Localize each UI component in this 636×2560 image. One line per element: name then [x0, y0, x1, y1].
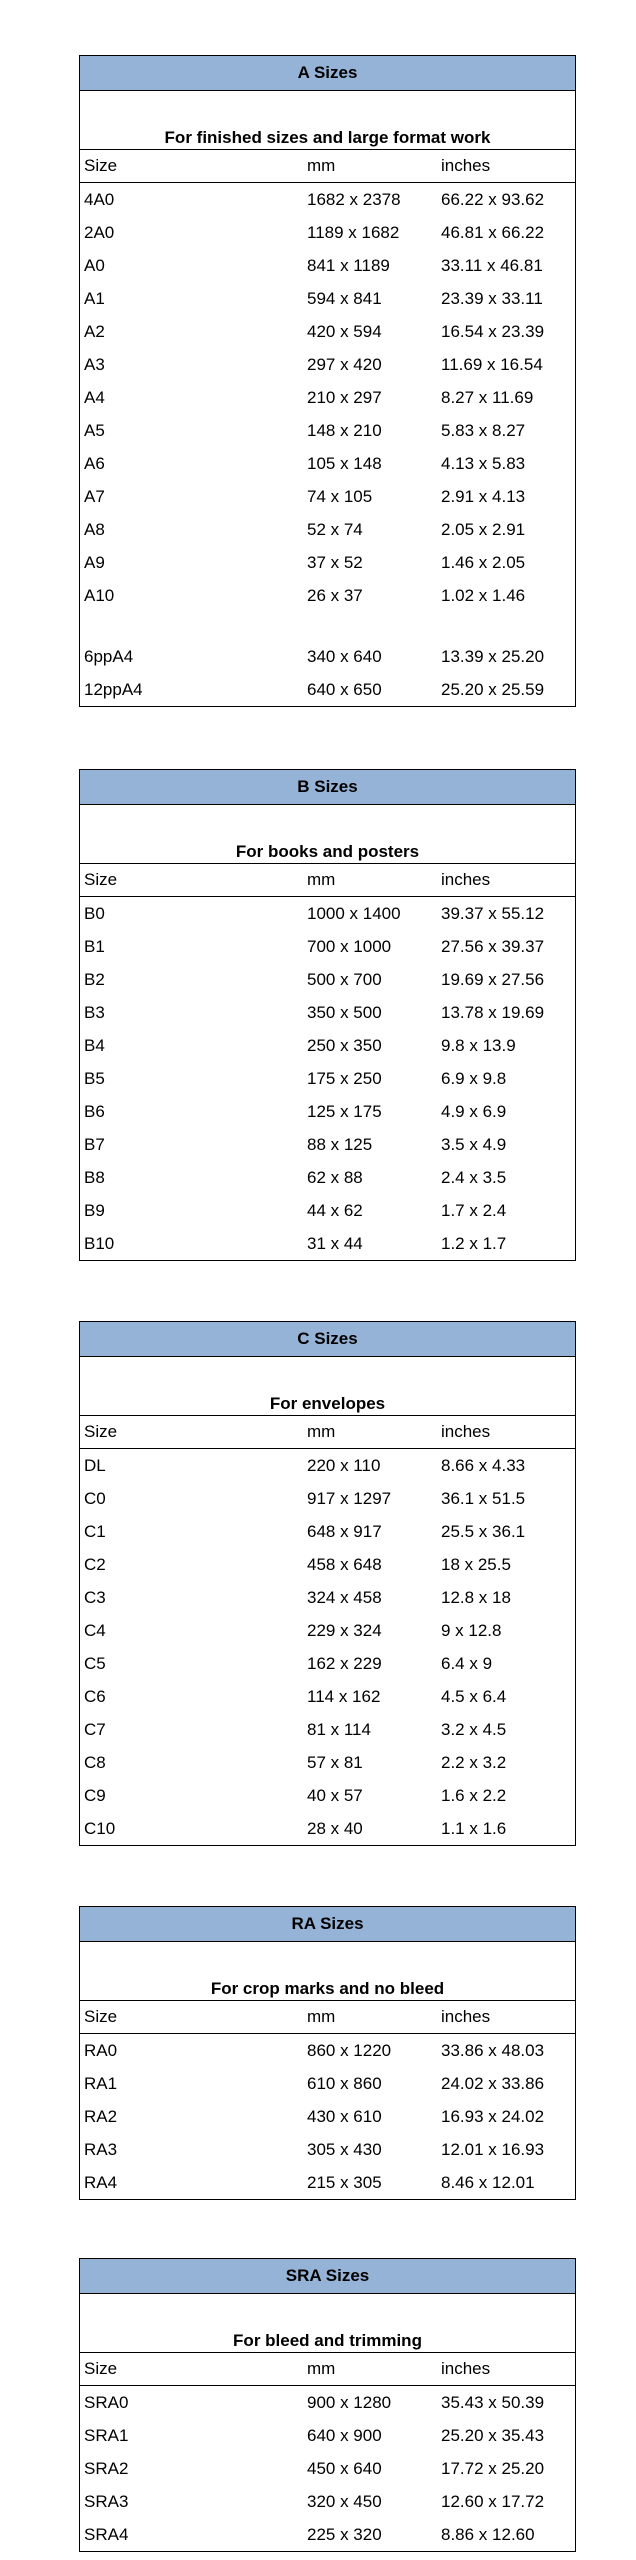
column-header: inches	[441, 870, 491, 889]
mm-cell: 860 x 1220	[307, 2040, 392, 2060]
inches-cell: 1.1 x 1.6	[441, 1818, 507, 1838]
column-header: inches	[441, 156, 491, 175]
column-header: Size	[84, 870, 118, 889]
size-cell: A1	[84, 288, 105, 308]
column-header: Size	[84, 2007, 118, 2026]
inches-cell: 24.02 x 33.86	[441, 2073, 545, 2093]
table-row	[80, 2518, 575, 2551]
table-title: SRA Sizes	[80, 2259, 575, 2294]
size-cell: 4A0	[84, 189, 115, 209]
mm-cell: 210 x 297	[307, 387, 382, 407]
mm-cell: 1000 x 1400	[307, 903, 401, 923]
table-subtitle: For envelopes	[269, 1394, 386, 1413]
mm-cell: 917 x 1297	[307, 1488, 392, 1508]
inches-cell: 66.22 x 93.62	[441, 189, 545, 209]
mm-cell: 125 x 175	[307, 1101, 382, 1121]
size-cell: A6	[84, 453, 105, 473]
inches-cell: 2.2 x 3.2	[441, 1752, 507, 1772]
table-subtitle: For finished sizes and large format work	[164, 128, 491, 147]
size-cell: B6	[84, 1101, 105, 1121]
table-row	[80, 1581, 575, 1614]
inches-cell: 17.72 x 25.20	[441, 2458, 545, 2478]
mm-cell: 430 x 610	[307, 2106, 382, 2126]
inches-cell: 25.20 x 25.59	[441, 679, 545, 699]
mm-cell: 175 x 250	[307, 1068, 382, 1088]
mm-cell: 500 x 700	[307, 969, 382, 989]
mm-cell: 1682 x 2378	[307, 189, 401, 209]
size-cell: C7	[84, 1719, 106, 1739]
mm-cell: 40 x 57	[307, 1785, 363, 1805]
table-row	[80, 1029, 575, 1062]
mm-cell: 31 x 44	[307, 1233, 363, 1253]
size-table	[79, 1906, 576, 2200]
inches-cell: 2.05 x 2.91	[441, 519, 526, 539]
inches-cell: 1.02 x 1.46	[441, 585, 526, 605]
inches-cell: 25.5 x 36.1	[441, 1521, 526, 1541]
size-cell: A4	[84, 387, 105, 407]
mm-cell: 57 x 81	[307, 1752, 363, 1772]
column-header: inches	[441, 1422, 491, 1441]
table-row	[80, 2452, 575, 2485]
mm-cell: 640 x 650	[307, 679, 382, 699]
mm-cell: 114 x 162	[307, 1686, 381, 1706]
table-header-row	[80, 863, 575, 897]
table-row	[80, 513, 575, 546]
inches-cell: 6.9 x 9.8	[441, 1068, 507, 1088]
size-cell: C6	[84, 1686, 106, 1706]
column-header: Size	[84, 1422, 118, 1441]
column-header: inches	[441, 2007, 491, 2026]
column-header: mm	[307, 156, 336, 175]
size-cell: C2	[84, 1554, 106, 1574]
table-row	[80, 2133, 575, 2166]
mm-cell: 320 x 450	[307, 2491, 382, 2511]
table-title: A Sizes	[80, 56, 575, 91]
inches-cell: 8.86 x 12.60	[441, 2524, 535, 2544]
size-cell: A5	[84, 420, 105, 440]
mm-cell: 162 x 229	[307, 1653, 382, 1673]
table-row	[80, 480, 575, 513]
inches-cell: 1.7 x 2.4	[441, 1200, 507, 1220]
table-row	[80, 930, 575, 963]
mm-cell: 37 x 52	[307, 552, 363, 572]
inches-cell: 16.54 x 23.39	[441, 321, 545, 341]
inches-cell: 8.27 x 11.69	[441, 387, 534, 407]
size-cell: SRA1	[84, 2425, 129, 2445]
table-row	[80, 2485, 575, 2518]
table-row	[80, 1548, 575, 1581]
size-cell: C3	[84, 1587, 106, 1607]
size-cell: SRA3	[84, 2491, 129, 2511]
mm-cell: 44 x 62	[307, 1200, 363, 1220]
inches-cell: 1.6 x 2.2	[441, 1785, 507, 1805]
inches-cell: 2.4 x 3.5	[441, 1167, 507, 1187]
inches-cell: 16.93 x 24.02	[441, 2106, 545, 2126]
inches-cell: 12.01 x 16.93	[441, 2139, 545, 2159]
size-cell: B10	[84, 1233, 115, 1253]
inches-cell: 3.5 x 4.9	[441, 1134, 507, 1154]
table-row	[80, 963, 575, 996]
mm-cell: 229 x 324	[307, 1620, 382, 1640]
mm-cell: 225 x 320	[307, 2524, 382, 2544]
mm-cell: 450 x 640	[307, 2458, 382, 2478]
table-row	[80, 1128, 575, 1161]
table-row	[80, 414, 575, 447]
mm-cell: 305 x 430	[307, 2139, 382, 2159]
size-cell: 12ppA4	[84, 679, 143, 699]
mm-cell: 74 x 105	[307, 486, 373, 506]
table-row	[80, 2166, 575, 2199]
size-cell: A9	[84, 552, 105, 572]
inches-cell: 5.83 x 8.27	[441, 420, 526, 440]
size-cell: C9	[84, 1785, 106, 1805]
table-row	[80, 1095, 575, 1128]
mm-cell: 900 x 1280	[307, 2392, 392, 2412]
size-cell: A0	[84, 255, 105, 275]
mm-cell: 340 x 640	[307, 646, 382, 666]
mm-cell: 105 x 148	[307, 453, 382, 473]
table-row	[80, 1647, 575, 1680]
mm-cell: 610 x 860	[307, 2073, 382, 2093]
mm-cell: 220 x 110	[307, 1455, 381, 1475]
inches-cell: 23.39 x 33.11	[441, 288, 543, 308]
mm-cell: 81 x 114	[307, 1719, 371, 1739]
size-cell: RA1	[84, 2073, 118, 2093]
table-title: C Sizes	[80, 1322, 575, 1357]
table-row	[80, 1812, 575, 1845]
inches-cell: 6.4 x 9	[441, 1653, 493, 1673]
mm-cell: 250 x 350	[307, 1035, 382, 1055]
size-cell: B3	[84, 1002, 105, 1022]
column-header: mm	[307, 2359, 336, 2378]
size-cell: SRA4	[84, 2524, 129, 2544]
size-cell: B8	[84, 1167, 105, 1187]
table-row	[80, 1515, 575, 1548]
inches-cell: 19.69 x 27.56	[441, 969, 545, 989]
column-header: mm	[307, 1422, 336, 1441]
mm-cell: 458 x 648	[307, 1554, 382, 1574]
column-header: mm	[307, 2007, 336, 2026]
mm-cell: 640 x 900	[307, 2425, 382, 2445]
table-row	[80, 2419, 575, 2452]
table-subtitle: For bleed and trimming	[233, 2331, 422, 2350]
size-cell: C10	[84, 1818, 116, 1838]
table-row	[80, 640, 575, 673]
size-cell: 2A0	[84, 222, 115, 242]
size-cell: A3	[84, 354, 105, 374]
mm-cell: 88 x 125	[307, 1134, 373, 1154]
size-cell: C0	[84, 1488, 106, 1508]
size-cell: 6ppA4	[84, 646, 134, 666]
size-cell: RA3	[84, 2139, 118, 2159]
inches-cell: 8.66 x 4.33	[441, 1455, 526, 1475]
size-cell: B2	[84, 969, 105, 989]
table-row	[80, 1161, 575, 1194]
mm-cell: 28 x 40	[307, 1818, 363, 1838]
size-cell: B4	[84, 1035, 105, 1055]
size-cell: B7	[84, 1134, 105, 1154]
inches-cell: 4.9 x 6.9	[441, 1101, 507, 1121]
inches-cell: 36.1 x 51.5	[441, 1488, 526, 1508]
size-cell: SRA0	[84, 2392, 129, 2412]
mm-cell: 594 x 841	[307, 288, 382, 308]
size-table	[79, 769, 576, 1261]
table-row	[80, 2034, 575, 2067]
inches-cell: 33.11 x 46.81	[441, 255, 543, 275]
size-cell: B5	[84, 1068, 105, 1088]
mm-cell: 350 x 500	[307, 1002, 382, 1022]
table-row	[80, 348, 575, 381]
table-row	[80, 183, 575, 216]
column-header: Size	[84, 156, 118, 175]
inches-cell: 4.13 x 5.83	[441, 453, 526, 473]
inches-cell: 11.69 x 16.54	[441, 354, 543, 374]
table-row	[80, 282, 575, 315]
table-subtitle: For books and posters	[235, 842, 420, 861]
table-row	[80, 1746, 575, 1779]
size-cell: RA0	[84, 2040, 118, 2060]
table-row	[80, 315, 575, 348]
size-cell: C5	[84, 1653, 106, 1673]
mm-cell: 420 x 594	[307, 321, 382, 341]
table-row	[80, 1449, 575, 1482]
table-row	[80, 381, 575, 414]
size-cell: B1	[84, 936, 105, 956]
inches-cell: 13.78 x 19.69	[441, 1002, 545, 1022]
inches-cell: 25.20 x 35.43	[441, 2425, 545, 2445]
table-title: RA Sizes	[80, 1907, 575, 1942]
inches-cell: 2.91 x 4.13	[441, 486, 526, 506]
table-row	[80, 897, 575, 930]
table-row	[80, 996, 575, 1029]
size-cell: C1	[84, 1521, 106, 1541]
size-cell: B9	[84, 1200, 105, 1220]
table-title: B Sizes	[80, 770, 575, 805]
inches-cell: 33.86 x 48.03	[441, 2040, 545, 2060]
inches-cell: 18 x 25.5	[441, 1554, 511, 1574]
table-row	[80, 1614, 575, 1647]
inches-cell: 4.5 x 6.4	[441, 1686, 507, 1706]
table-row	[80, 216, 575, 249]
table-row	[80, 1482, 575, 1515]
mm-cell: 841 x 1189	[307, 255, 390, 275]
inches-cell: 12.8 x 18	[441, 1587, 511, 1607]
table-header-row	[80, 2000, 575, 2034]
inches-cell: 8.46 x 12.01	[441, 2172, 535, 2192]
inches-cell: 27.56 x 39.37	[441, 936, 545, 956]
mm-cell: 297 x 420	[307, 354, 382, 374]
mm-cell: 648 x 917	[307, 1521, 382, 1541]
table-row	[80, 1194, 575, 1227]
inches-cell: 1.2 x 1.7	[441, 1233, 507, 1253]
inches-cell: 35.43 x 50.39	[441, 2392, 545, 2412]
mm-cell: 700 x 1000	[307, 936, 392, 956]
inches-cell: 12.60 x 17.72	[441, 2491, 545, 2511]
inches-cell: 1.46 x 2.05	[441, 552, 526, 572]
size-table	[79, 2258, 576, 2552]
table-header-row	[80, 2352, 575, 2386]
mm-cell: 52 x 74	[307, 519, 363, 539]
size-table	[79, 1321, 576, 1846]
size-cell: C8	[84, 1752, 106, 1772]
inches-cell: 9 x 12.8	[441, 1620, 502, 1640]
table-row	[80, 249, 575, 282]
table-row	[80, 546, 575, 579]
table-row	[80, 1062, 575, 1095]
size-cell: SRA2	[84, 2458, 129, 2478]
mm-cell: 148 x 210	[307, 420, 382, 440]
size-cell: A2	[84, 321, 105, 341]
table-header-row	[80, 149, 575, 183]
column-header: mm	[307, 870, 336, 889]
table-row	[80, 2067, 575, 2100]
table-row	[80, 673, 575, 706]
size-cell: C4	[84, 1620, 106, 1640]
table-row	[80, 2100, 575, 2133]
size-cell: RA4	[84, 2172, 118, 2192]
size-table	[79, 55, 576, 707]
table-row	[80, 447, 575, 480]
spacer-row	[80, 612, 575, 640]
table-row	[80, 1779, 575, 1812]
mm-cell: 324 x 458	[307, 1587, 382, 1607]
size-cell: B0	[84, 903, 105, 923]
mm-cell: 1189 x 1682	[307, 222, 400, 242]
mm-cell: 215 x 305	[307, 2172, 382, 2192]
table-row	[80, 2386, 575, 2419]
inches-cell: 46.81 x 66.22	[441, 222, 545, 242]
table-row	[80, 579, 575, 612]
mm-cell: 26 x 37	[307, 585, 363, 605]
inches-cell: 9.8 x 13.9	[441, 1035, 516, 1055]
size-cell: A7	[84, 486, 105, 506]
column-header: inches	[441, 2359, 491, 2378]
table-row	[80, 1227, 575, 1260]
size-cell: A10	[84, 585, 115, 605]
inches-cell: 3.2 x 4.5	[441, 1719, 507, 1739]
table-subtitle: For crop marks and no bleed	[210, 1979, 445, 1998]
size-cell: A8	[84, 519, 105, 539]
size-cell: DL	[84, 1455, 106, 1475]
size-cell: RA2	[84, 2106, 118, 2126]
column-header: Size	[84, 2359, 118, 2378]
inches-cell: 39.37 x 55.12	[441, 903, 545, 923]
table-header-row	[80, 1415, 575, 1449]
mm-cell: 62 x 88	[307, 1167, 363, 1187]
inches-cell: 13.39 x 25.20	[441, 646, 545, 666]
table-row	[80, 1680, 575, 1713]
table-row	[80, 1713, 575, 1746]
